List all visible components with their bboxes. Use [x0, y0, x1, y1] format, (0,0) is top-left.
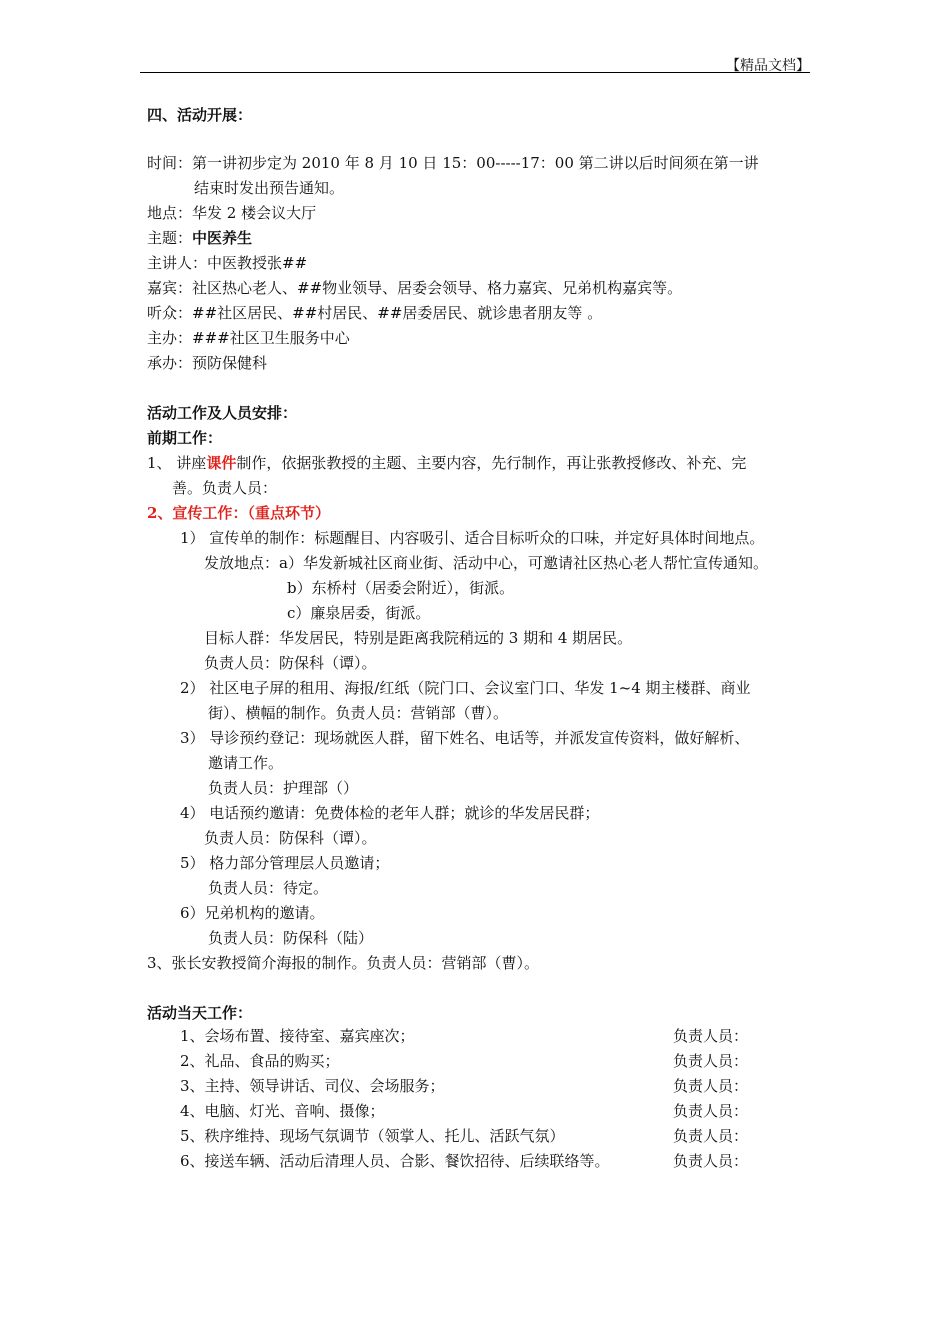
theme-line — [147, 227, 252, 249]
pre-item-2-heading: 2、宣传工作：（重点环节） — [147, 504, 330, 522]
time-label: 时间： — [147, 154, 193, 172]
day-task: 2、礼品、食品的购买； — [180, 1052, 340, 1070]
sub-item-1-target: 目标人群：华发居民，特别是距离我院稍远的 3 期和 4 期居民。 — [204, 629, 633, 647]
sub-item-4: 4） 电话预约邀请：免费体检的老年人群；就诊的华发居民群； — [180, 804, 600, 822]
sub-item-3-cont: 邀请工作。 — [208, 754, 284, 772]
sub-item-5: 5） 格力部分管理层人员邀请； — [180, 854, 390, 872]
audience-label: 听众： — [147, 304, 193, 322]
sub-item-3: 3） 导诊预约登记：现场就医人群，留下姓名、电话等，并派发宣传资料，做好解析、 — [180, 729, 750, 747]
audience-value: ##社区居民、##村居民、##居委居民、就诊患者朋友等 。 — [192, 304, 603, 322]
day-of-heading: 活动当天工作： — [147, 1004, 253, 1022]
sub-item-3-resp: 负责人员：护理部（） — [208, 779, 359, 797]
section-heading: 四、活动开展： — [147, 106, 253, 124]
speaker-line — [147, 252, 307, 274]
arrangement-heading: 活动工作及人员安排： — [147, 404, 298, 422]
place-line — [147, 202, 316, 224]
day-task-resp: 负责人员： — [673, 1152, 749, 1170]
theme-value: 中医养生 — [192, 229, 253, 247]
speaker-label: 主讲人： — [147, 254, 208, 272]
place-label: 地点： — [147, 204, 193, 222]
guests-line — [147, 277, 682, 299]
day-task: 6、接送车辆、活动后清理人员、合影、餐饮招待、后续联络等。 — [180, 1152, 610, 1170]
day-task-resp: 负责人员： — [673, 1077, 749, 1095]
time-line — [147, 152, 759, 174]
sub-item-1-resp: 负责人员：防保科（谭）。 — [204, 654, 377, 672]
sub-item-4-resp: 负责人员：防保科（谭）。 — [204, 829, 377, 847]
organizer-value: 预防保健科 — [192, 354, 268, 372]
place-value: 华发 2 楼会议大厅 — [192, 204, 317, 222]
day-task-resp: 负责人员： — [673, 1027, 749, 1045]
sub-item-1: 1） 宣传单的制作：标题醒目、内容吸引、适合目标听众的口味，并定好具体时间地点。 — [180, 529, 765, 547]
pre-item-1 — [147, 452, 746, 474]
sub-item-2-cont: 街）、横幅的制作。负责人员：营销部（曹）。 — [208, 704, 509, 722]
day-task: 5、秩序维持、现场气氛调节（领掌人、托儿、活跃气氛） — [180, 1127, 565, 1145]
host-label: 主办： — [147, 329, 193, 347]
guests-value: 社区热心老人、##物业领导、居委会领导、格力嘉宾、兄弟机构嘉宾等。 — [192, 279, 683, 297]
day-task-resp: 负责人员： — [673, 1102, 749, 1120]
host-line — [147, 327, 350, 349]
organizer-line — [147, 352, 267, 374]
sub-item-2: 2） 社区电子屏的租用、海报/红纸（院门口、会议室门口、华发 1~4 期主楼群、商业 — [180, 679, 751, 697]
header-rule — [140, 72, 810, 73]
pre-work-heading: 前期工作： — [147, 429, 223, 447]
pre-item-1-prefix: 1、 讲座 — [147, 454, 207, 472]
day-task: 3、主持、领导讲话、司仪、会场服务； — [180, 1077, 445, 1095]
sub-item-6: 6）兄弟机构的邀请。 — [180, 904, 325, 922]
time-value: 第一讲初步定为 2010 年 8 月 10 日 15：00-----17：00 第二讲以后时间须在第一讲 — [192, 154, 759, 172]
sub-item-6-resp: 负责人员：防保科（陆） — [208, 929, 374, 947]
host-value: ###社区卫生服务中心 — [192, 329, 350, 347]
organizer-label: 承办： — [147, 354, 193, 372]
pre-item-3: 3、张长安教授简介海报的制作。负责人员：营销部（曹）。 — [147, 954, 540, 972]
pre-item-1-text: 制作，依据张教授的主题、主要内容，先行制作，再让张教授修改、补充、完 — [236, 454, 747, 472]
sub-item-5-resp: 负责人员：待定。 — [208, 879, 329, 897]
theme-label: 主题： — [147, 229, 193, 247]
audience-line — [147, 302, 602, 324]
day-task-resp: 负责人员： — [673, 1052, 749, 1070]
sub-item-1-place-b: b）东桥村（居委会附近），街派。 — [287, 579, 515, 597]
guests-label: 嘉宾： — [147, 279, 193, 297]
pre-item-1-cont: 善。负责人员： — [172, 479, 278, 497]
time-value-cont: 结束时发出预告通知。 — [194, 179, 345, 197]
header-tag: 【精品文档】 — [726, 58, 810, 74]
speaker-value: 中医教授张## — [207, 254, 308, 272]
day-task: 1、会场布置、接待室、嘉宾座次； — [180, 1027, 415, 1045]
courseware-highlight: 课件 — [206, 454, 237, 472]
day-task-resp: 负责人员： — [673, 1127, 749, 1145]
day-task: 4、电脑、灯光、音响、摄像； — [180, 1102, 385, 1120]
sub-item-1-place-a: 发放地点：a）华发新城社区商业街、活动中心，可邀请社区热心老人帮忙宣传通知。 — [204, 554, 768, 572]
sub-item-1-place-c: c）廉泉居委，街派。 — [287, 604, 431, 622]
